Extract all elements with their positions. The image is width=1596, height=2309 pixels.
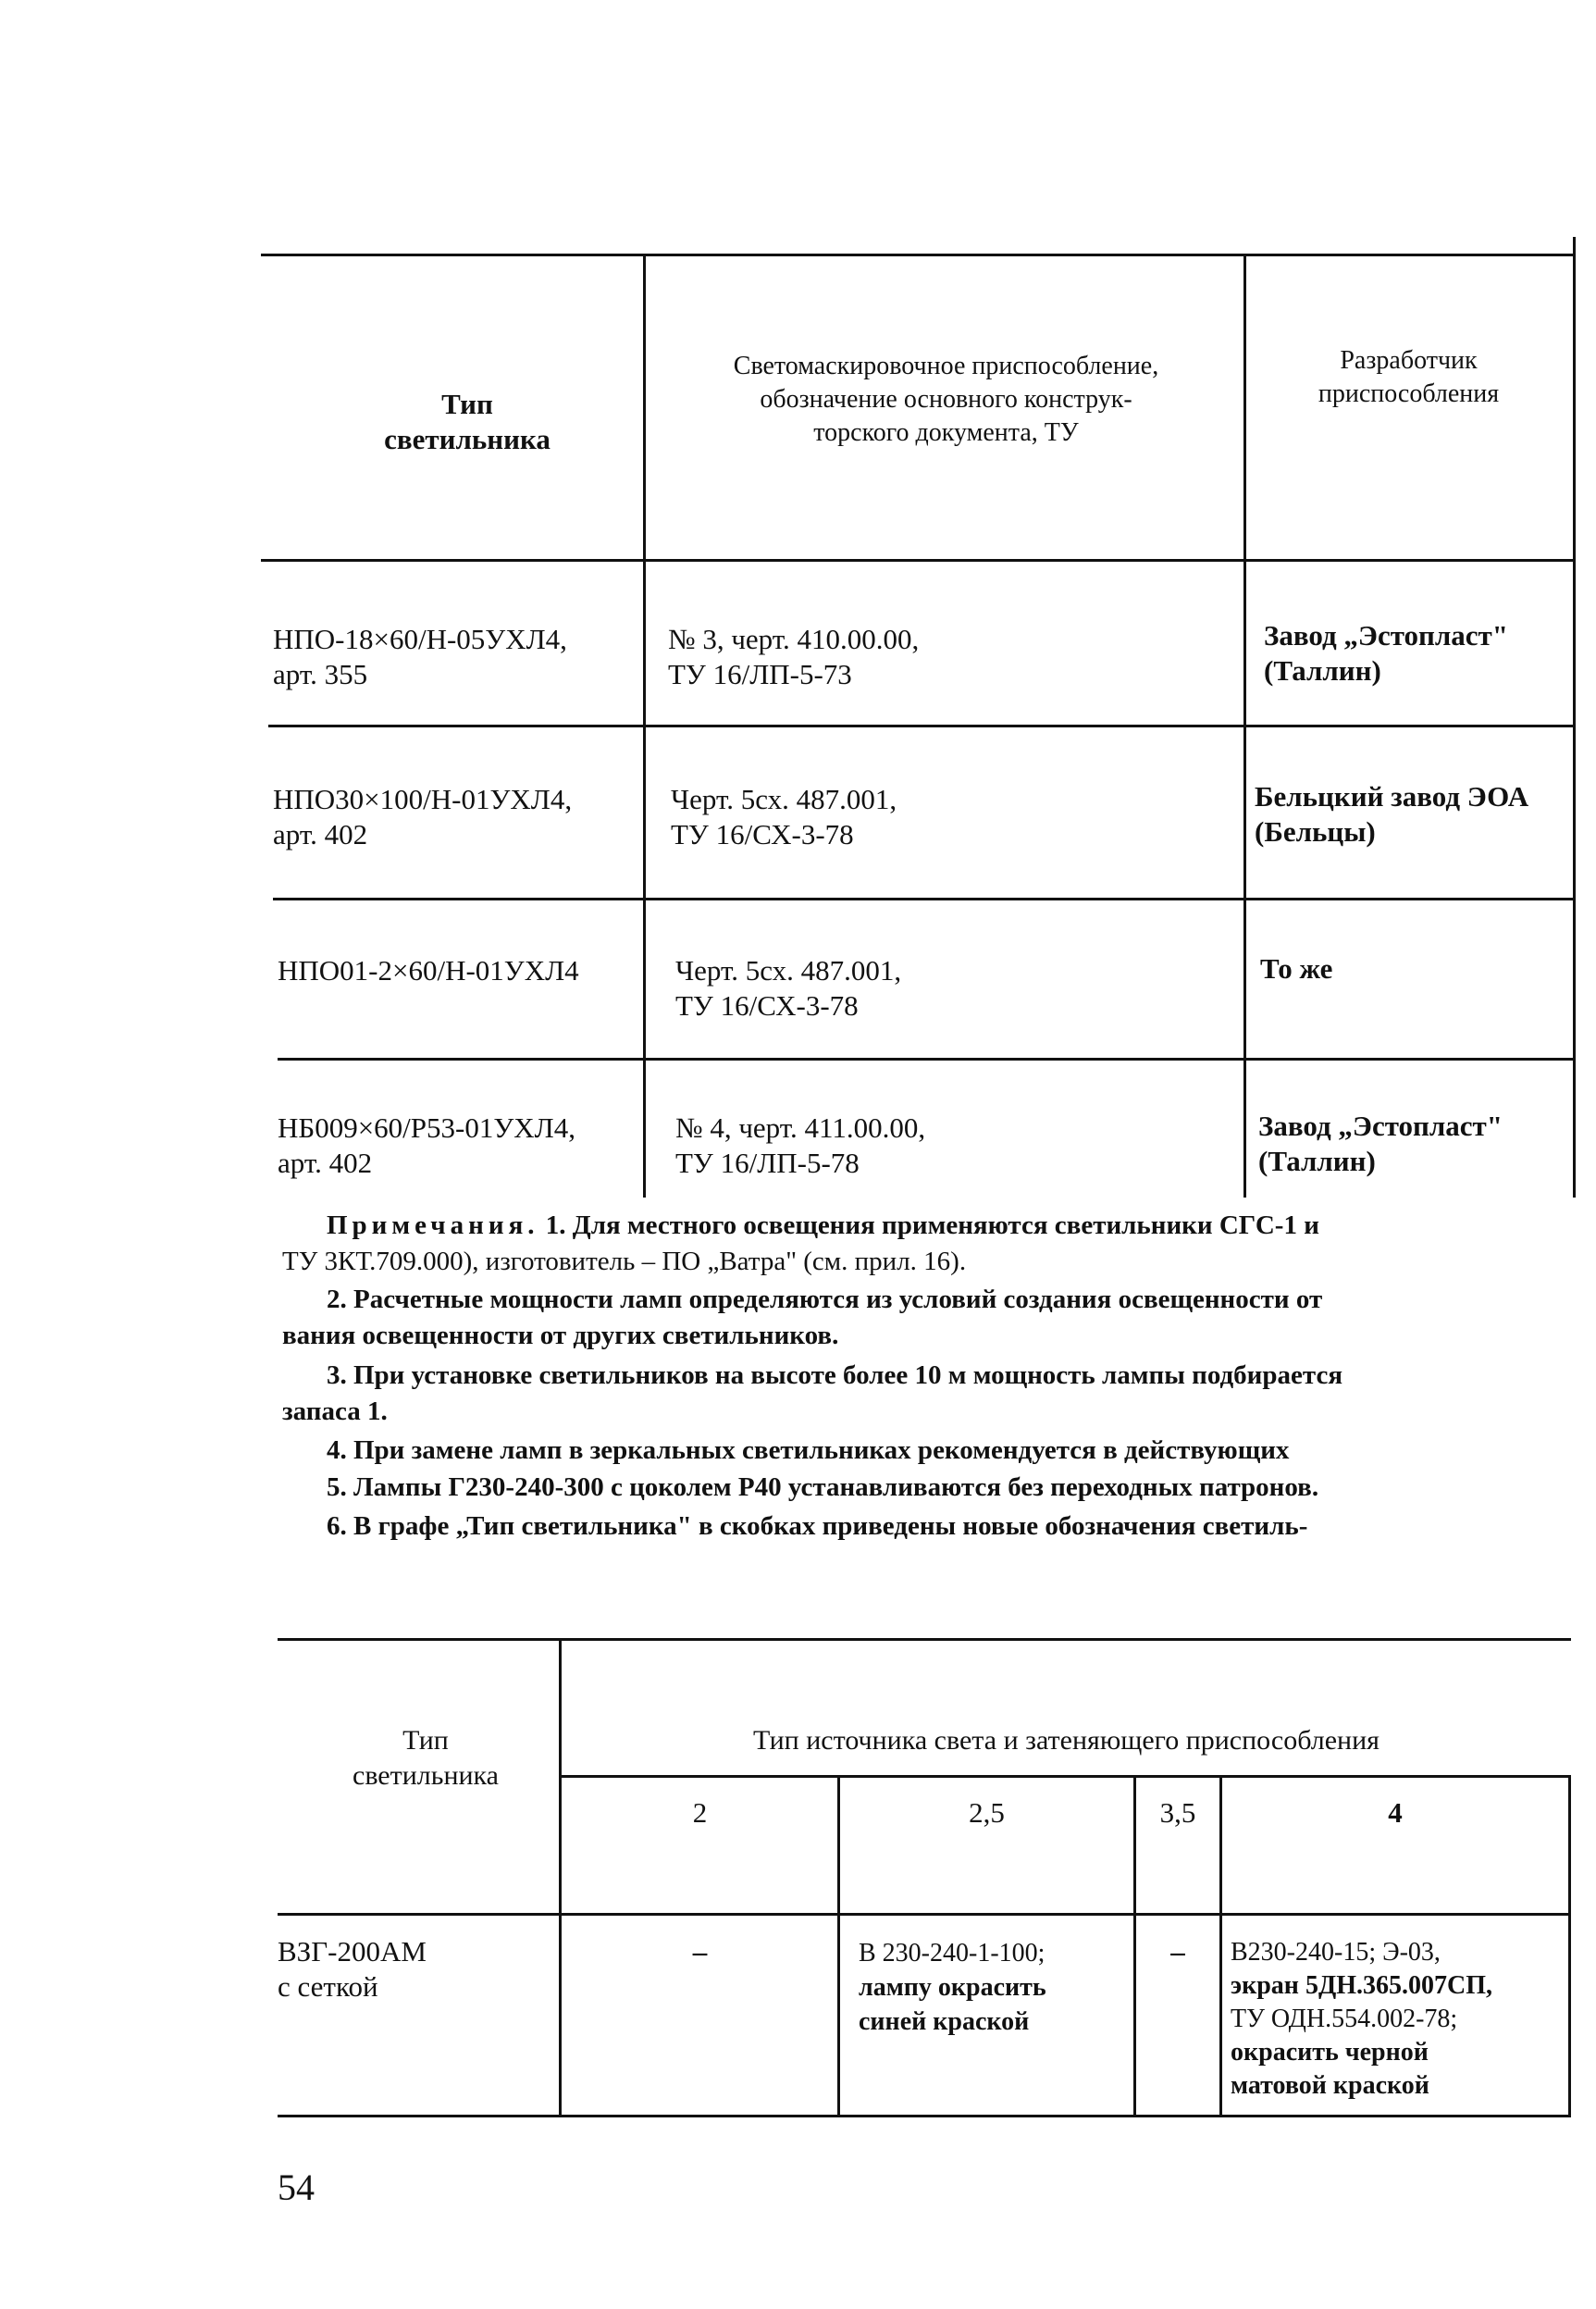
cell-device <box>668 622 1232 692</box>
note-6 <box>282 1508 1568 1545</box>
t2-cell-4-line1: В230-240-15; Э-03, <box>1231 1938 1441 1967</box>
table-row <box>278 953 643 988</box>
cell-developer-line2: (Бельцы) <box>1255 815 1376 848</box>
t2-subheader: 2,5 <box>969 1796 1005 1829</box>
t2-type-line1: ВЗГ-200АМ <box>278 1935 427 1968</box>
t2-cell-4-line5: матовой краской <box>1231 2071 1429 2100</box>
t2-cell-35: – <box>1170 1935 1185 1968</box>
cell-developer <box>1255 779 1573 850</box>
cell-device <box>671 782 1235 852</box>
t2-cell-4 <box>1231 1936 1565 2103</box>
t2-cell-25-line1: В 230-240-1-100; <box>859 1939 1045 1968</box>
t2-cell-4-line4: окрасить черной <box>1231 2038 1429 2067</box>
cell-device-line1: № 3, черт. 410.00.00, <box>668 623 920 655</box>
t2-subheader: 4 <box>1388 1796 1403 1829</box>
note-4 <box>282 1433 1568 1469</box>
note-3b: запаса 1. <box>282 1397 388 1426</box>
cell-device-line2: ТУ 16/СХ-3-78 <box>675 989 859 1022</box>
table-row <box>278 1934 555 2005</box>
header-device-line3: торского документа, ТУ <box>813 418 1079 447</box>
t2-cell-4-line2: экран 5ДН.365.007СП, <box>1231 1971 1492 2000</box>
t2-header-type-line2: светильника <box>353 1760 499 1791</box>
t2-subheader: 2 <box>692 1796 708 1829</box>
cell-device <box>675 1111 1240 1181</box>
cell-developer <box>1260 951 1565 987</box>
header-device-line2: обозначение основного конструк- <box>760 385 1132 414</box>
t2-header-group: Тип источника света и затеняющего приспособления <box>753 1725 1379 1756</box>
t2-subheader: 3,5 <box>1159 1796 1196 1829</box>
cell-developer-line2: (Таллин) <box>1264 654 1381 687</box>
cell-developer-line1: Завод „Эстопласт" <box>1264 619 1508 652</box>
note-4-text: 4. При замене ламп в зеркальных светильниках рекомендуется в действующих <box>327 1435 1290 1465</box>
header-type-line1: Тип <box>441 388 493 420</box>
cell-device <box>675 953 1240 1024</box>
t2-cell-2: – <box>692 1935 708 1968</box>
header-developer-line2: приспособления <box>1318 379 1500 408</box>
header-developer-line1: Разработчик <box>1340 346 1478 375</box>
t2-cell-25-line2: лампу окрасить <box>859 1973 1046 2002</box>
cell-device-line1: Черт. 5сх. 487.001, <box>675 954 902 987</box>
t2-header-type <box>296 1723 555 1794</box>
cell-type-line1: НПО30×100/Н-01УХЛ4, <box>273 783 573 815</box>
notes-label: Примечания. <box>327 1210 539 1240</box>
cell-type-line1: НБ009×60/Р53-01УХЛ4, <box>278 1111 575 1144</box>
cell-developer-line1: Бельцкий завод ЭОА <box>1255 780 1529 813</box>
cell-developer <box>1258 1109 1573 1179</box>
t2-header-type-line1: Тип <box>402 1725 449 1756</box>
cell-type-line1: НПО-18×60/Н-05УХЛ4, <box>273 623 567 655</box>
table-row <box>278 1111 643 1181</box>
note-6-text: 6. В графе „Тип светильника" в скобках приведены новые обозначения светиль- <box>327 1511 1308 1541</box>
note-5-text: 5. Лампы Г230-240-300 с цоколем Р40 устанавливаются без переходных патронов. <box>327 1472 1319 1502</box>
cell-developer-line1: Завод „Эстопласт" <box>1258 1110 1503 1142</box>
table-row <box>273 782 638 852</box>
cell-device-line2: ТУ 16/СХ-3-78 <box>671 818 854 850</box>
header-device-line1: Светомаскировочное приспособление, <box>733 352 1159 380</box>
note-2b: вания освещенности от других светильников. <box>282 1321 839 1350</box>
cell-device-line1: Черт. 5сх. 487.001, <box>671 783 897 815</box>
note-2a: 2. Расчетные мощности ламп определяются из условий создания освещенности от <box>327 1285 1323 1314</box>
cell-developer-line2: (Таллин) <box>1258 1145 1376 1177</box>
t2-cell-25-line3: синей краской <box>859 2007 1030 2036</box>
cell-type-line1: НПО01-2×60/Н-01УХЛ4 <box>278 954 579 987</box>
note-5 <box>282 1470 1568 1506</box>
t2-type-line2: с сеткой <box>278 1970 378 2003</box>
header-developer <box>1249 344 1568 411</box>
cell-type-line2: арт. 355 <box>273 658 368 690</box>
header-type-line2: светильника <box>384 423 551 455</box>
note-2 <box>282 1282 1568 1354</box>
note-1b: ТУ 3КТ.709.000), изготовитель – ПО „Ватра" (см. прил. 16). <box>282 1247 967 1276</box>
t2-cell-4-line3: ТУ ОДН.554.002-78; <box>1231 2005 1458 2033</box>
note-3 <box>282 1358 1568 1430</box>
note-1 <box>282 1208 1568 1280</box>
cell-type-line2: арт. 402 <box>273 818 368 850</box>
t2-cell-25 <box>859 1936 1127 2039</box>
note-1a: 1. Для местного освещения применяются светильники СГС-1 и <box>538 1210 1319 1240</box>
header-type <box>352 387 583 457</box>
table-row <box>273 622 638 692</box>
cell-device-line2: ТУ 16/ЛП-5-78 <box>675 1147 860 1179</box>
header-device <box>648 350 1244 450</box>
cell-developer-line1: То же <box>1260 952 1333 985</box>
note-3a: 3. При установке светильников на высоте более 10 м мощность лампы подбирается <box>327 1360 1343 1390</box>
cell-device-line2: ТУ 16/ЛП-5-73 <box>668 658 852 690</box>
page-number: 54 <box>278 2166 315 2208</box>
cell-developer <box>1264 618 1573 689</box>
cell-device-line1: № 4, черт. 411.00.00, <box>675 1111 926 1144</box>
cell-type-line2: арт. 402 <box>278 1147 373 1179</box>
